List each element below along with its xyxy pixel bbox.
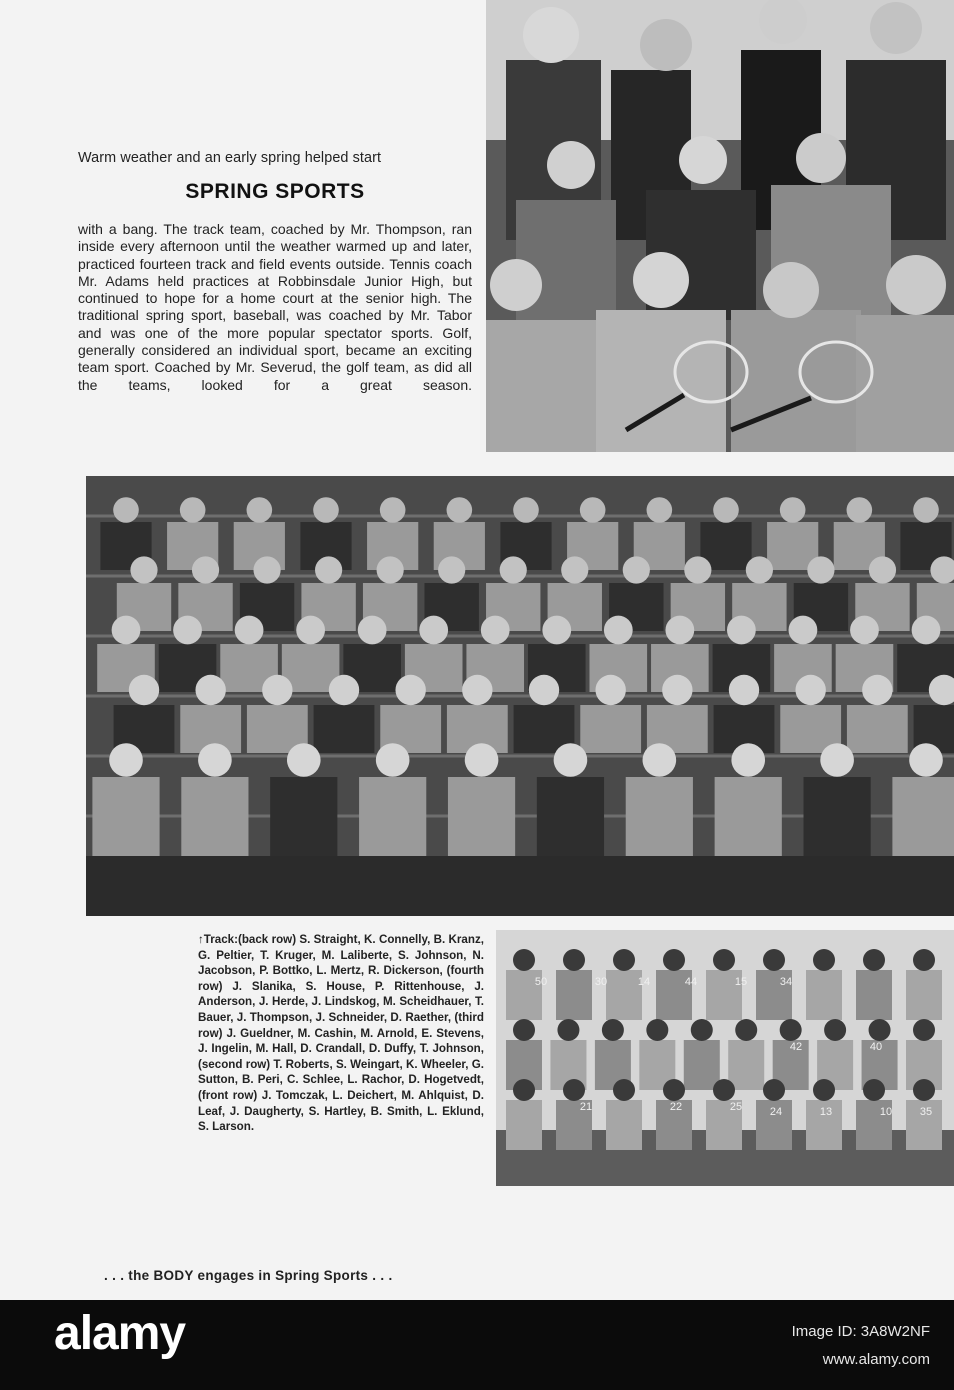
page-footer: . . . the BODY engages in Spring Sports . . . (104, 1268, 393, 1283)
jersey-number: 14 (637, 976, 651, 988)
jersey-number: 40 (869, 1041, 883, 1053)
stock-info (792, 1318, 930, 1374)
jersey-number: 10 (879, 1106, 893, 1118)
jersey-number: 30 (594, 976, 608, 988)
girls-team-photo (496, 930, 954, 1186)
jersey-number: 24 (769, 1106, 783, 1118)
jersey-number: 44 (684, 976, 698, 988)
jersey-number: 50 (534, 976, 548, 988)
jersey-number: 21 (579, 1101, 593, 1113)
jersey-number: 35 (919, 1106, 933, 1118)
jersey-number: 15 (734, 976, 748, 988)
jersey-number: 25 (729, 1101, 743, 1113)
alamy-logo: alamy (54, 1307, 186, 1360)
jersey-number: 22 (669, 1101, 683, 1113)
article-intro: Warm weather and an early spring helped start (78, 150, 382, 166)
article-body: with a bang. The track team, coached by Mr. Thompson, ran inside every afternoon until the weather warmed up and later, practiced fourteen track and field events outside. Tennis coach Mr. Adams held practices at Robbinsdale Junior High, but continued to hope for a home court at the senior high. The traditional spring sport, baseball, was coached by Mr. Tabor and was one of the more popular spectator sports. Golf, generally considered an individual sport, became an exciting team sport. Coached by Mr. Severud, the golf team, as did all the teams, looked for a great season. (78, 221, 472, 393)
track-team-photo (86, 476, 954, 916)
jersey-number: 42 (789, 1041, 803, 1053)
image-id: Image ID: 3A8W2NF (791, 1323, 930, 1340)
tennis-team-photo (486, 0, 954, 452)
track-caption: ↑Track:(back row) S. Straight, K. Connelly, B. Kranz, G. Peltier, T. Kruger, M. Laliberte, S. Johnson, N. Jacobson, P. Bottko, L. Mertz, R. Dickerson, (fourth row) J. Slanika, S. House, P. Rittenhouse, J. Anderson, J. Herde, J. Lindskog, M. Scheidhauer, T. Bauer, J. Thompson, J. Schneider, D. Raether, (third row) J. Gueldner, M. Cashin, M. Arnold, E. Stevens, J. Ingelin, M. Hall, D. Crandall, D. Duffy, T. Johnson, (second row) T. Roberts, S. Weingart, K. Wheeler, G. Sutton, B. Peri, C. Schlee, L. Rachor, D. Hogetvedt, (front row) J. Tomczak, L. Deichert, M. Ahlquist, D. Leaf, J. Daugherty, S. Hartley, B. Smith, L. Eklund, S. Larson. (198, 933, 484, 1134)
jersey-number: 13 (819, 1106, 833, 1118)
article-heading: SPRING SPORTS (185, 180, 365, 203)
site-url: www.alamy.com (822, 1351, 930, 1368)
jersey-number: 34 (779, 976, 793, 988)
